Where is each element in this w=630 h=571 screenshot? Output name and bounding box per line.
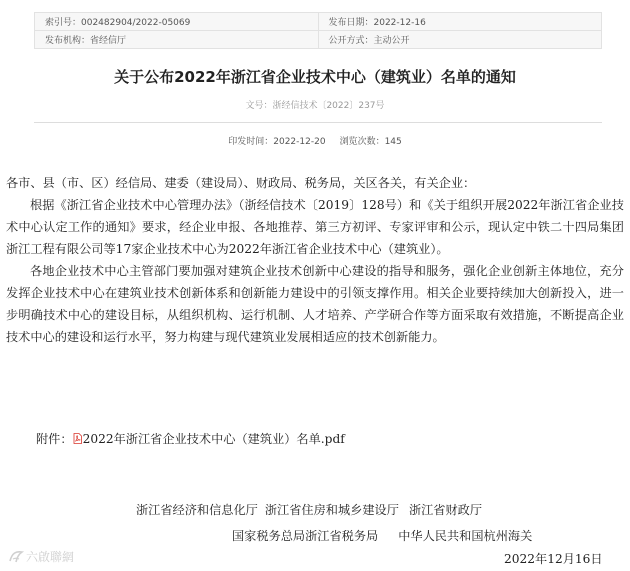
paragraph-1: 根据《浙江省企业技术中心管理办法》（浙经信技术〔2019〕128号）和《关于组织开展2022年浙江省企业技术中心认定工作的通知》要求，经企业申报、各地推荐、第三方初评、专家评审和公示，现认定中铁二十四局集团浙江工程有限公司等17家企业技术中心为2022年浙江省企业技术中心（建筑业）。: [6, 198, 624, 256]
attachment-label: 附件：: [36, 432, 73, 446]
page-title: 关于公布2022年浙江省企业技术中心（建筑业）名单的通知: [114, 68, 516, 86]
issuer-org-5: 中华人民共和国杭州海关: [398, 529, 533, 543]
print-time: 印发时间：2022-12-20: [228, 137, 326, 147]
divider: [34, 122, 602, 123]
issuer-line-2: [232, 527, 532, 544]
issuer-line-1: [136, 501, 482, 518]
print-info: [0, 134, 630, 147]
document-number: 文号：浙经信技术〔2022〕237号: [245, 101, 385, 111]
attachment-link[interactable]: [73, 432, 345, 446]
issuer-org-3: 浙江省财政厅: [408, 503, 483, 517]
index-number: 索引号：002482904/2022-05069: [35, 13, 319, 31]
attachment-file-name: 2022年浙江省企业技术中心（建筑业）名单.pdf: [82, 432, 345, 446]
notice-body: [6, 172, 624, 348]
paragraph-2: 各地企业技术中心主管部门要加强对建筑企业技术创新中心建设的指导和服务，强化企业创新主体地位，充分发挥企业技术中心在建筑业技术创新体系和创新能力建设中的引领支撑作用。相关企业要持续加大创新投入，进一步明确技术中心的建设目标，从组织机构、运行机制、人才培养、产学研合作等方面采取有效措施，不断提高企业技术中心的建设和运行水平，努力构建与现代建筑业发展相适应的技术创新能力。: [6, 264, 624, 344]
salutation: 各市、县（市、区）经信局、建委（建设局）、财政局、税务局，关区各关，有关企业：: [6, 176, 476, 190]
watermark: [8, 548, 74, 565]
disclosure-method: 公开方式：主动公开: [318, 31, 602, 49]
pdf-file-icon: [73, 433, 82, 444]
watermark-logo-icon: [8, 550, 24, 564]
watermark-text: 六啟聯網: [26, 550, 75, 564]
issuer-org-4: 国家税务总局浙江省税务局: [232, 529, 379, 543]
attachment: [36, 430, 345, 447]
issuer-org-1: 浙江省经济和信息化厅: [136, 503, 258, 517]
view-count: 浏览次数：145: [339, 137, 402, 147]
publisher: 发布机构：省经信厅: [35, 31, 319, 49]
issuer-org-2: 浙江省住房和城乡建设厅: [264, 503, 399, 517]
publish-date: 发布日期：2022-12-16: [318, 13, 602, 31]
issue-date: 2022年12月16日: [504, 552, 603, 566]
info-table: [34, 12, 602, 49]
